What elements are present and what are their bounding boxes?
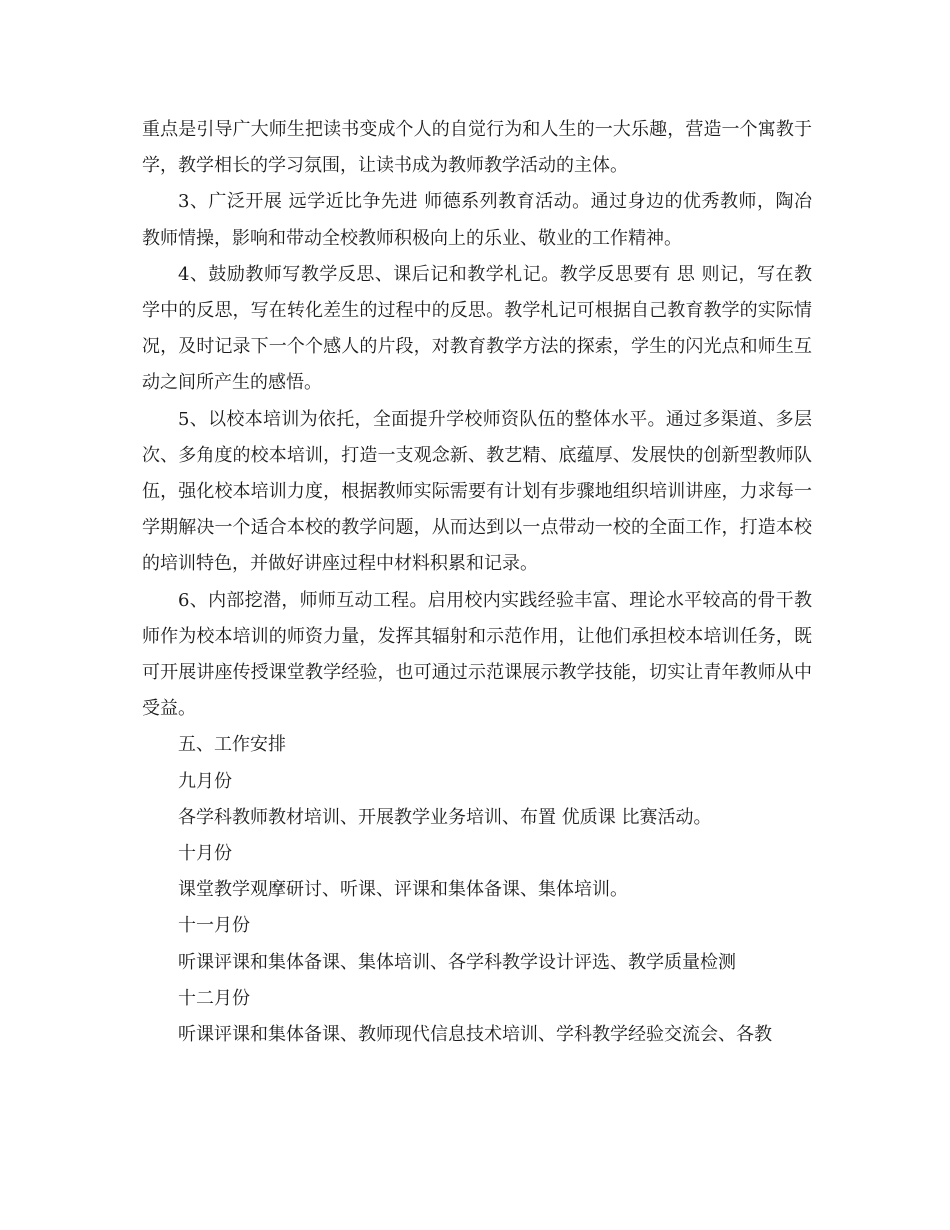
- schedule-content: 听课评课和集体备课、集体培训、各学科教学设计评选、教学质量检测: [178, 951, 736, 973]
- paragraph-reading-focus: 重点是引导广大师生把读书变成个人的自觉行为和人生的一大乐趣，营造一个寓教于学，教学相长的学习氛围，让读书成为教师教学活动的主体。: [142, 119, 812, 177]
- paragraph-item-4: 4、鼓励教师写教学反思、课后记和教学札记。教学反思要有 思 则记，写在教学中的反思，写在转化差生的过程中的反思。教学札记可根据自己教育教学的实际情况，及时记录下一个个感人的片段，对教育教学方法的探索，学生的闪光点和师生互动之间所产生的感悟。: [142, 263, 812, 394]
- schedule-month: 十二月份: [178, 987, 250, 1009]
- schedule-content: 听课评课和集体备课、教师现代信息技术培训、学科教学经验交流会、各教: [178, 1024, 772, 1046]
- paragraph-item-6: 6、内部挖潜，师师互动工程。启用校内实践经验丰富、理论水平较高的骨干教师作为校本培训的师资力量，发挥其辐射和示范作用，让他们承担校本培训任务，既可开展讲座传授课堂教学经验，也可通过示范课展示教学技能，切实让青年教师从中受益。: [142, 589, 812, 720]
- paragraph-item-3: 3、广泛开展 远学近比争先进 师德系列教育活动。通过身边的优秀教师，陶冶教师情操，影响和带动全校教师积极向上的乐业、敬业的工作精神。: [142, 191, 812, 249]
- schedule-content: 课堂教学观摩研讨、听课、评课和集体备课、集体培训。: [178, 879, 628, 901]
- schedule-content: 各学科教师教材培训、开展教学业务培训、布置 优质课 比赛活动。: [178, 806, 712, 828]
- schedule-month: 九月份: [178, 770, 232, 792]
- schedule-month: 十月份: [178, 843, 232, 865]
- schedule-month: 十一月份: [178, 915, 250, 937]
- paragraph-item-5: 5、以校本培训为依托，全面提升学校师资队伍的整体水平。通过多渠道、多层次、多角度的校本培训，打造一支观念新、教艺精、底蕴厚、发展快的创新型教师队伍，强化校本培训力度，根据教师实际需要有计划有步骤地组织培训讲座，力求每一学期解决一个适合本校的教学问题，从而达到以一点带动一校的全面工作，打造本校的培训特色，并做好讲座过程中材料积累和记录。: [142, 408, 812, 575]
- document-body: [0, 112, 950, 1053]
- section-heading: 五、工作安排: [178, 734, 286, 756]
